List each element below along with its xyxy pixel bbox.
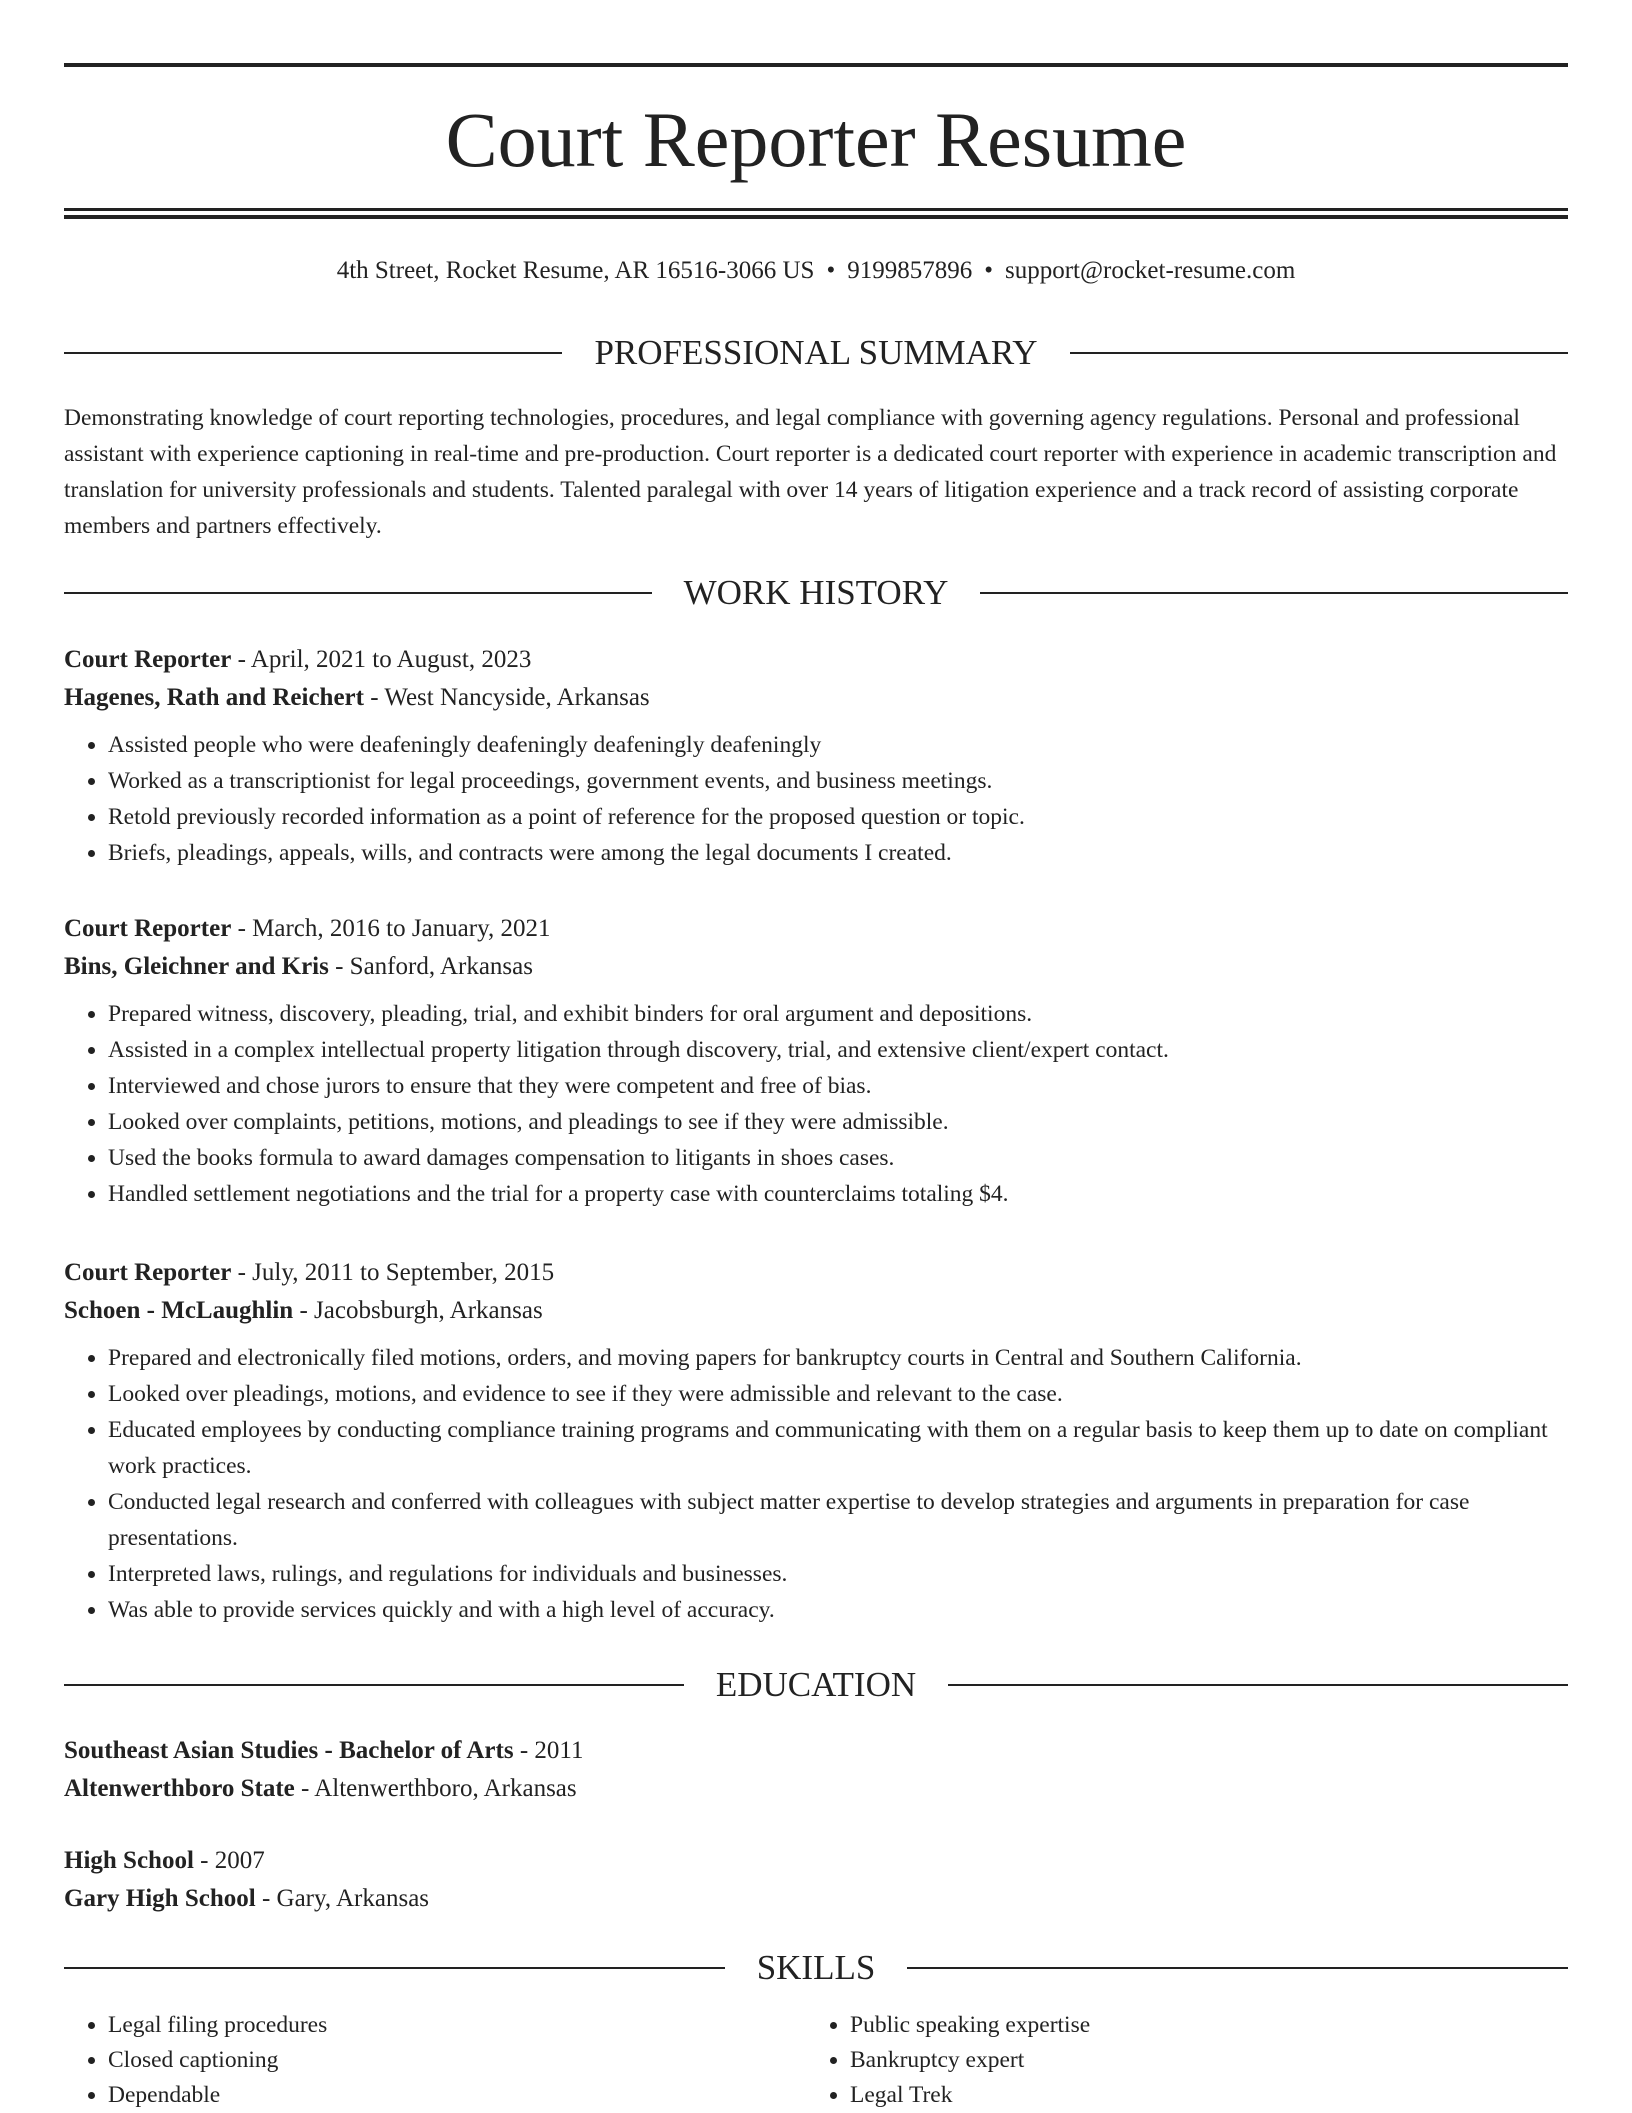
- section-title: WORK HISTORY: [683, 573, 949, 612]
- job-company-line: [64, 1292, 1568, 1330]
- job-bullet: • Looked over complaints, petitions, motions, and pleadings to see if they were admissible.: [108, 1104, 1568, 1140]
- job-company-line: [64, 679, 1568, 717]
- skill-item: • Legal filing procedures: [108, 2008, 806, 2043]
- job-dates: - April, 2021 to August, 2023: [231, 646, 532, 673]
- job-bullet: • Briefs, pleadings, appeals, wills, and contracts were among the legal documents I created.: [108, 835, 1568, 871]
- job-company: Bins, Gleichner and Kris: [64, 953, 329, 980]
- top-rule: [64, 63, 1568, 67]
- section-rule: [948, 1684, 1568, 1686]
- contact-email: support@rocket-resume.com: [1004, 257, 1296, 284]
- job-bullet: • Prepared and electronically filed motions, orders, and moving papers for bankruptcy courts in Central and Southern California.: [108, 1340, 1568, 1376]
- education-year: - 2011: [513, 1737, 584, 1764]
- job-bullets: [64, 996, 1568, 1212]
- education-school: Gary High School: [64, 1885, 256, 1912]
- section-header-summary: [64, 333, 1568, 373]
- education-degree: Southeast Asian Studies - Bachelor of Arts: [64, 1737, 514, 1764]
- section-rule: [1070, 352, 1568, 354]
- job-entry: [64, 1254, 1568, 1628]
- skills-columns: [64, 2008, 1568, 2113]
- resume-title: Court Reporter Resume: [445, 96, 1187, 183]
- job-entry: [64, 910, 1568, 1212]
- education-entry: [64, 1732, 1568, 1808]
- summary-text: Demonstrating knowledge of court reporting technologies, procedures, and legal compliance with governing agency regulations. Personal and professional assistant with experience captioning in real-time and pre-production. Court reporter is a dedicated court reporter with experience in academic transcription and translation for university professionals and students. Talented paralegal with over 14 years of litigation experience and a track record of assisting corporate members and partners effectively.: [64, 405, 1557, 539]
- skill-item: • Bankruptcy expert: [850, 2043, 1548, 2078]
- job-bullet: • Worked as a transcriptionist for legal proceedings, government events, and business meetings.: [108, 763, 1568, 799]
- job-bullet: • Assisted people who were deafeningly deafeningly deafeningly deafeningly: [108, 727, 1568, 763]
- skill-item: • Closed captioning: [108, 2043, 806, 2078]
- section-title: EDUCATION: [715, 1665, 917, 1704]
- section-header-education: [64, 1665, 1568, 1705]
- education-year: - 2007: [193, 1847, 265, 1874]
- section-rule: [64, 592, 652, 594]
- title-double-rule: [64, 208, 1568, 219]
- job-bullets: [64, 1340, 1568, 1628]
- job-bullet: • Interpreted laws, rulings, and regulations for individuals and businesses.: [108, 1556, 1568, 1592]
- job-dates: - July, 2011 to September, 2015: [231, 1259, 555, 1286]
- education-degree-line: [64, 1732, 1568, 1770]
- job-title: Court Reporter: [64, 646, 232, 673]
- job-bullet: • Conducted legal research and conferred with colleagues with subject matter expertise to develop strategies and arguments in preparation for case presentations.: [108, 1484, 1568, 1556]
- contact-address: 4th Street, Rocket Resume, AR 16516-3066 US: [336, 257, 815, 284]
- education-location: - Altenwerthboro, Arkansas: [294, 1775, 577, 1802]
- contact-separator: •: [984, 257, 993, 284]
- contact-separator: •: [826, 257, 836, 284]
- education-school-line: [64, 1880, 1568, 1918]
- contact-line: [64, 254, 1568, 288]
- section-rule: [64, 1967, 725, 1969]
- job-title: Court Reporter: [64, 1259, 232, 1286]
- job-company: Schoen - McLaughlin: [64, 1297, 294, 1324]
- section-rule: [64, 1684, 684, 1686]
- job-bullet: • Used the books formula to award damages compensation to litigants in shoes cases.: [108, 1140, 1568, 1176]
- section-rule: [980, 592, 1568, 594]
- job-location: - Jacobsburgh, Arkansas: [293, 1297, 543, 1324]
- job-bullet: • Prepared witness, discovery, pleading, trial, and exhibit binders for oral argument and depositions.: [108, 996, 1568, 1032]
- skills-list-right: [806, 2008, 1548, 2113]
- skill-item: • Public speaking expertise: [850, 2008, 1548, 2043]
- education-school-line: [64, 1770, 1568, 1808]
- contact-phone: 9199857896: [847, 257, 973, 284]
- job-bullet: • Interviewed and chose jurors to ensure that they were competent and free of bias.: [108, 1068, 1568, 1104]
- job-bullet: • Retold previously recorded information as a point of reference for the proposed question or topic.: [108, 799, 1568, 835]
- job-dates: - March, 2016 to January, 2021: [231, 915, 551, 942]
- job-bullet: • Handled settlement negotiations and the trial for a property case with counterclaims totaling $4.: [108, 1176, 1568, 1212]
- section-header-skills: [64, 1948, 1568, 1988]
- job-entry: [64, 641, 1568, 871]
- job-title-line: [64, 641, 1568, 679]
- job-bullet: • Educated employees by conducting compliance training programs and communicating with them on a regular basis to keep them up to date on compliant work practices.: [108, 1412, 1568, 1484]
- job-bullet: • Was able to provide services quickly and with a high level of accuracy.: [108, 1592, 1568, 1628]
- section-title: PROFESSIONAL SUMMARY: [594, 333, 1038, 372]
- job-bullets: [64, 727, 1568, 871]
- job-bullet: • Assisted in a complex intellectual property litigation through discovery, trial, and extensive client/expert contact.: [108, 1032, 1568, 1068]
- job-company: Hagenes, Rath and Reichert: [64, 684, 364, 711]
- skill-item: • Legal Trek: [850, 2078, 1548, 2113]
- education-school: Altenwerthboro State: [64, 1775, 295, 1802]
- education-degree: High School: [64, 1847, 194, 1874]
- job-title-line: [64, 910, 1568, 948]
- job-title: Court Reporter: [64, 915, 232, 942]
- section-rule: [907, 1967, 1568, 1969]
- skills-list-left: [64, 2008, 806, 2113]
- section-rule: [64, 352, 562, 354]
- skill-item: • Dependable: [108, 2078, 806, 2113]
- education-location: - Gary, Arkansas: [255, 1885, 430, 1912]
- job-bullet: • Looked over pleadings, motions, and evidence to see if they were admissible and relevant to the case.: [108, 1376, 1568, 1412]
- job-location: - West Nancyside, Arkansas: [363, 684, 650, 711]
- education-degree-line: [64, 1842, 1568, 1880]
- section-title: SKILLS: [756, 1948, 876, 1987]
- section-header-work: [64, 573, 1568, 613]
- job-title-line: [64, 1254, 1568, 1292]
- job-location: - Sanford, Arkansas: [328, 953, 533, 980]
- education-entry: [64, 1842, 1568, 1918]
- job-company-line: [64, 948, 1568, 986]
